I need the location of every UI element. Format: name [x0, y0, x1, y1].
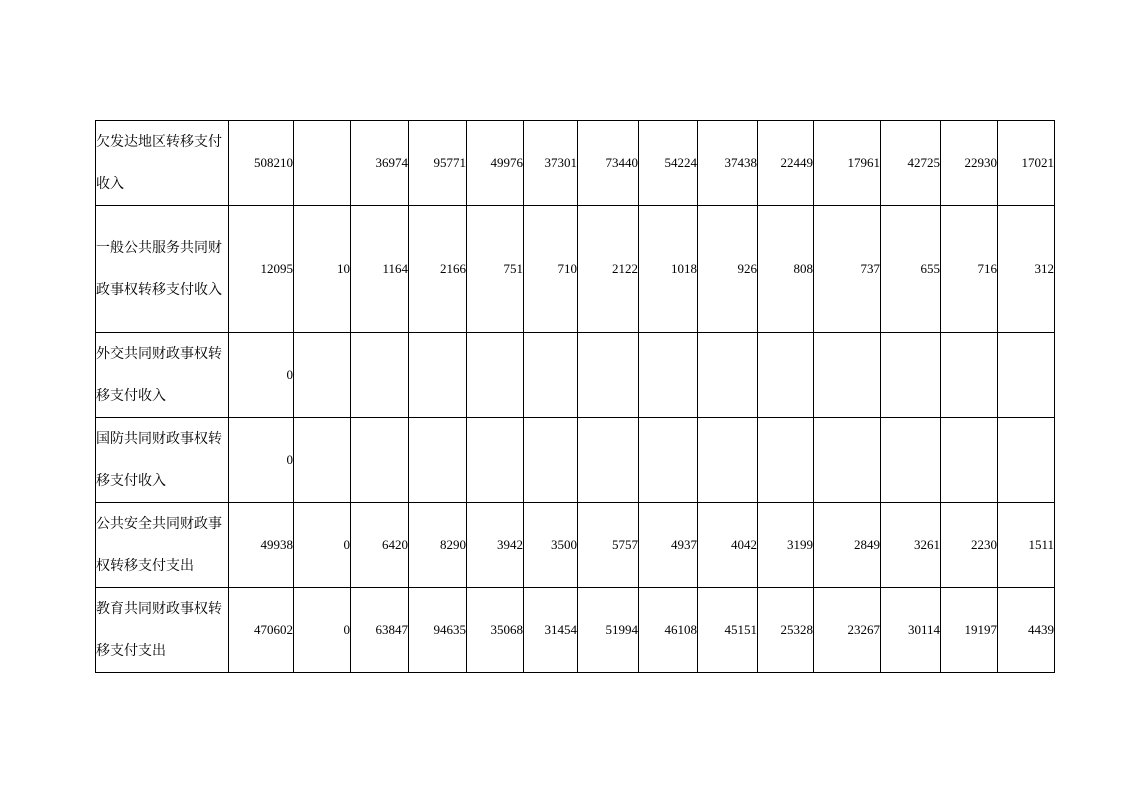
table-cell: [941, 418, 998, 503]
table-cell: [698, 333, 758, 418]
table-cell: [758, 418, 814, 503]
table-cell: 10: [294, 206, 351, 333]
row-label: 教育共同财政事权转移支付支出: [96, 588, 229, 673]
table-cell: 2122: [578, 206, 639, 333]
table-cell: [467, 418, 524, 503]
table-cell: [758, 333, 814, 418]
row-label: 欠发达地区转移支付收入: [96, 121, 229, 206]
table-cell: [467, 333, 524, 418]
table-cell: 42725: [881, 121, 941, 206]
table-cell: 716: [941, 206, 998, 333]
table-cell: [998, 418, 1055, 503]
table-cell: 45151: [698, 588, 758, 673]
table-cell: 31454: [524, 588, 578, 673]
table-cell: 1018: [639, 206, 698, 333]
row-label: 一般公共服务共同财政事权转移支付收入: [96, 206, 229, 333]
table-cell: [814, 418, 881, 503]
table-cell: [524, 333, 578, 418]
table-cell: 2849: [814, 503, 881, 588]
table-cell: 22930: [941, 121, 998, 206]
table-cell: 312: [998, 206, 1055, 333]
table-cell: [578, 418, 639, 503]
table-cell: [351, 333, 409, 418]
table-cell: 808: [758, 206, 814, 333]
fiscal-transfer-table: [95, 120, 1055, 673]
table-cell: 2230: [941, 503, 998, 588]
table-cell: 30114: [881, 588, 941, 673]
table-cell: 926: [698, 206, 758, 333]
table-cell: [814, 333, 881, 418]
table-cell: 23267: [814, 588, 881, 673]
table-cell: 63847: [351, 588, 409, 673]
table-cell: 19197: [941, 588, 998, 673]
table-cell: [294, 333, 351, 418]
table-cell: 1164: [351, 206, 409, 333]
table-row: [96, 206, 1055, 333]
table-cell: 3199: [758, 503, 814, 588]
table-cell: 25328: [758, 588, 814, 673]
table-cell: 0: [294, 588, 351, 673]
table-cell: [409, 333, 467, 418]
table-cell: [639, 418, 698, 503]
table-cell: 22449: [758, 121, 814, 206]
table-cell: 655: [881, 206, 941, 333]
table-cell: 37301: [524, 121, 578, 206]
table-cell: 12095: [229, 206, 294, 333]
table-cell: 5757: [578, 503, 639, 588]
table-cell: 36974: [351, 121, 409, 206]
table-cell: [524, 418, 578, 503]
table-cell: [409, 418, 467, 503]
table-cell: [941, 333, 998, 418]
table-row: [96, 503, 1055, 588]
table-cell: 49938: [229, 503, 294, 588]
row-label: 国防共同财政事权转移支付收入: [96, 418, 229, 503]
table-cell: 3261: [881, 503, 941, 588]
table-cell: 2166: [409, 206, 467, 333]
table-cell: 17021: [998, 121, 1055, 206]
table-cell: 0: [294, 503, 351, 588]
table-cell: 3500: [524, 503, 578, 588]
table-cell: 17961: [814, 121, 881, 206]
table-cell: 35068: [467, 588, 524, 673]
table-cell: 751: [467, 206, 524, 333]
table-row: [96, 418, 1055, 503]
table-cell: 4439: [998, 588, 1055, 673]
table-cell: [639, 333, 698, 418]
table-cell: 73440: [578, 121, 639, 206]
table-cell: [998, 333, 1055, 418]
table-cell: 37438: [698, 121, 758, 206]
table-cell: 0: [229, 418, 294, 503]
table-cell: 737: [814, 206, 881, 333]
table-cell: 8290: [409, 503, 467, 588]
table-cell: 95771: [409, 121, 467, 206]
table-row: [96, 333, 1055, 418]
table-cell: [351, 418, 409, 503]
table-cell: 6420: [351, 503, 409, 588]
table-cell: 0: [229, 333, 294, 418]
table-cell: 3942: [467, 503, 524, 588]
table-cell: [294, 121, 351, 206]
table-cell: [881, 418, 941, 503]
table-cell: 49976: [467, 121, 524, 206]
table-cell: [698, 418, 758, 503]
table-cell: [294, 418, 351, 503]
row-label: 公共安全共同财政事权转移支付支出: [96, 503, 229, 588]
table-row: [96, 588, 1055, 673]
table-cell: 710: [524, 206, 578, 333]
table-cell: 1511: [998, 503, 1055, 588]
table-cell: 4937: [639, 503, 698, 588]
table-cell: 4042: [698, 503, 758, 588]
table-cell: 54224: [639, 121, 698, 206]
table-cell: 46108: [639, 588, 698, 673]
table-cell: 51994: [578, 588, 639, 673]
row-label: 外交共同财政事权转移支付收入: [96, 333, 229, 418]
table-cell: 508210: [229, 121, 294, 206]
table-cell: [578, 333, 639, 418]
table-cell: 470602: [229, 588, 294, 673]
table-cell: 94635: [409, 588, 467, 673]
table-cell: [881, 333, 941, 418]
table-row: [96, 121, 1055, 206]
